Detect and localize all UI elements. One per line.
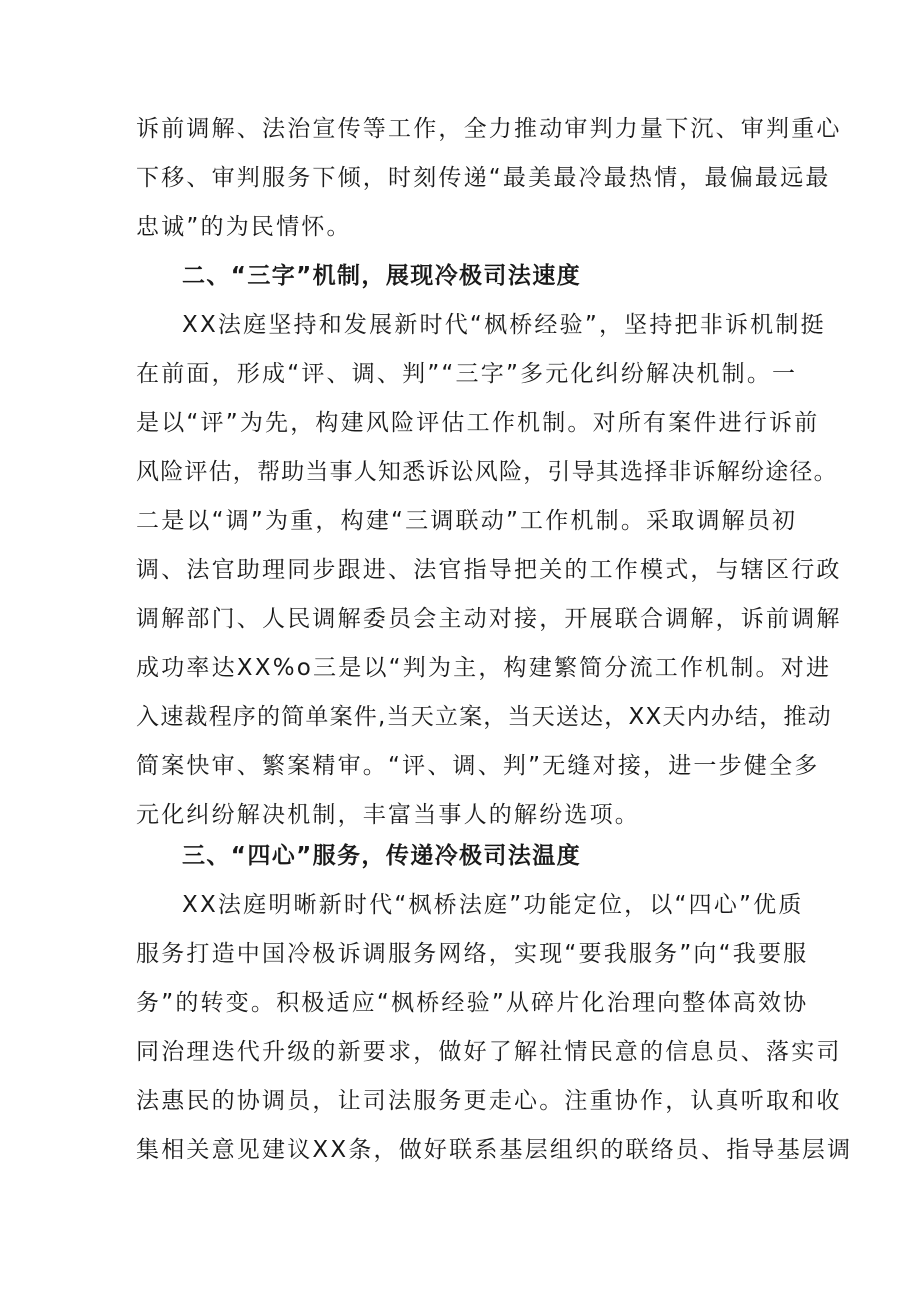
text-line: 诉前调解、法治宣传等工作，全力推动审判力量下沉、审判重心 bbox=[136, 116, 842, 142]
heading-text: 三、“四心”服务，传递冷极司法温度 bbox=[182, 843, 582, 869]
text-line: 服务打造中国冷极诉调服务网络，实现“要我服务”向“我要服 bbox=[136, 941, 809, 967]
section-heading-3 bbox=[136, 832, 792, 881]
text-line: 务”的转变。积极适应“枫桥经验”从碎片化治理向整体高效协 bbox=[136, 990, 809, 1016]
text-line: 忠诚”的为民情怀。 bbox=[136, 214, 352, 240]
text-line: XX法庭明晰新时代“枫桥法庭”功能定位，以“四心”优质 bbox=[182, 892, 804, 918]
text-line: 入速裁程序的简单案件,当天立案，当天送达，XX天内办结，推动 bbox=[136, 704, 832, 730]
text-line: 成功率达XX%o三是以“判为主，构建繁简分流工作机制。对进 bbox=[136, 655, 832, 681]
text-line: 二是以“调”为重，构建“三调联动”工作机制。采取调解员初 bbox=[136, 508, 798, 534]
section-heading-2 bbox=[136, 252, 792, 301]
heading-text: 二、“三字”机制，展现冷极司法速度 bbox=[182, 263, 582, 289]
text-line: XX法庭坚持和发展新时代“枫桥经验”，坚持把非诉机制挺 bbox=[182, 312, 826, 338]
text-line: 元化纠纷解决机制，丰富当事人的解纷选项。 bbox=[136, 802, 640, 828]
text-line: 是以“评”为先，构建风险评估工作机制。对所有案件进行诉前 bbox=[136, 410, 820, 436]
text-line: 法惠民的协调员，让司法服务更走心。注重协作，认真听取和收 bbox=[136, 1088, 842, 1114]
paragraph-2 bbox=[136, 301, 842, 840]
paragraph-intro bbox=[136, 105, 842, 252]
text-line: 下移、审判服务下倾，时刻传递“最美最冷最热情，最偏最远最 bbox=[136, 165, 831, 191]
text-line: 简案快审、繁案精审。“评、调、判”无缝对接，进一步健全多 bbox=[136, 753, 820, 779]
text-line: 同治理迭代升级的新要求，做好了解社情民意的信息员、落实司 bbox=[136, 1039, 842, 1065]
text-line: 调、法官助理同步跟进、法官指导把关的工作模式，与辖区行政 bbox=[136, 557, 842, 583]
text-line: 在前面，形成“评、调、判”“三字”多元化纠纷解决机制。一 bbox=[136, 361, 798, 387]
text-line: 风险评估，帮助当事人知悉诉讼风险，引导其选择非诉解纷途径。 bbox=[136, 459, 838, 485]
paragraph-3 bbox=[136, 881, 853, 1175]
text-line: 调解部门、人民调解委员会主动对接，开展联合调解，诉前调解 bbox=[136, 606, 842, 632]
text-line: 集相关意见建议XX条，做好联系基层组织的联络员、指导基层调 bbox=[136, 1137, 853, 1163]
